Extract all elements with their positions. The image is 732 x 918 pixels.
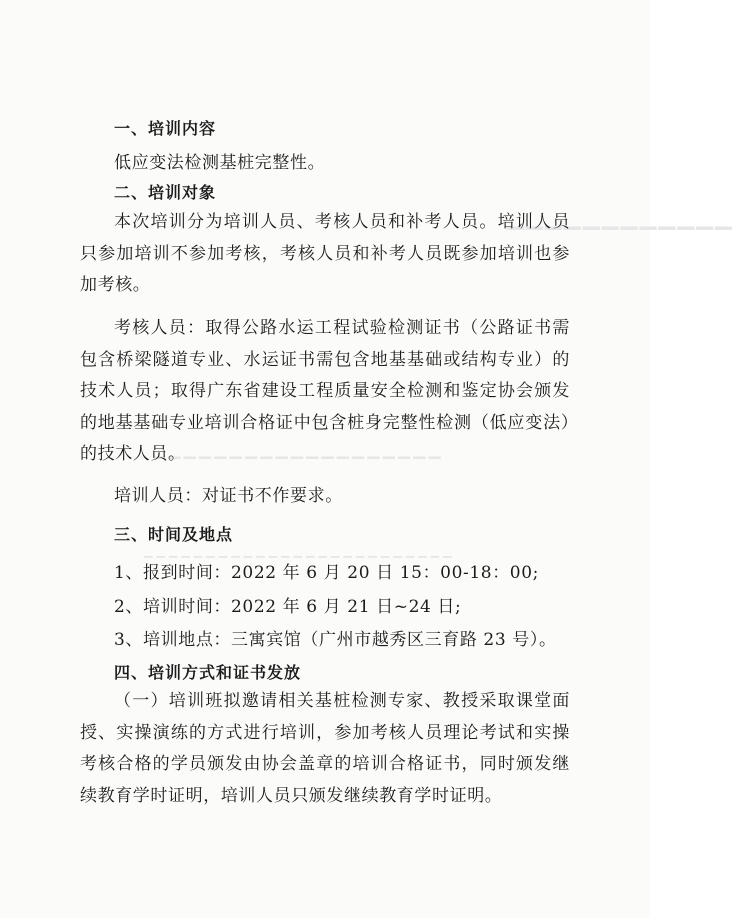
section-heading-time-location: 三、时间及地点 [114,525,234,544]
show-through-text: ▁▁▁▁▁▁▁▁▁▁▁▁▁▁▁▁▁▁▁ [150,440,441,459]
time-location-item: 2、培训时间：2022 年 6 月 21 日~24 日; [114,597,462,617]
section-heading-training-content: 一、培训内容 [114,119,217,138]
time-location-item: 3、培训地点：三寓宾馆（广州市越秀区三育路 23 号）。 [114,630,557,650]
show-through-text: ▁▁▁▁▁▁▁▁▁▁▁▁▁▁▁▁▁▁▁▁▁▁▁▁▁ [140,545,452,558]
targets-paragraph-trainees: 培训人员：对证书不作要求。 [114,486,343,506]
section-heading-training-method: 四、培训方式和证书发放 [114,663,302,682]
time-location-item: 1、报到时间：2022 年 6 月 20 日 15：00-18：00; [114,563,539,583]
targets-paragraph-examinees: 考核人员：取得公路水运工程试验检测证书（公路证书需包含桥梁隧道专业、水运证书需包含地基基础或结构专业）的技术人员；取得广东省建设工程质量安全检测和鉴定协会颁发的地基基础专业培训合格证中包含桩身完整性检测（低应变法）的技术人员。 [80,318,570,464]
targets-paragraph-overview: 本次培训分为培训人员、考核人员和补考人员。培训人员只参加培训不参加考核，考核人员和补考人员既参加培训也参加考核。 [80,212,570,295]
show-through-title: ▔▔▔▔▔▔▔▔▔▔▔▔ [505,228,732,253]
method-paragraph: （一）培训班拟邀请相关基桩检测专家、教授采取课堂面授、实操演练的方式进行培训，参加考核人员理论考试和实操考核合格的学员颁发由协会盖章的培训合格证书，同时颁发继续教育学时证明，培训人员只颁发继续教育学时证明。 [80,691,570,806]
section-heading-training-targets: 二、培训对象 [114,183,217,202]
training-content-text: 低应变法检测基桩完整性。 [114,153,326,173]
